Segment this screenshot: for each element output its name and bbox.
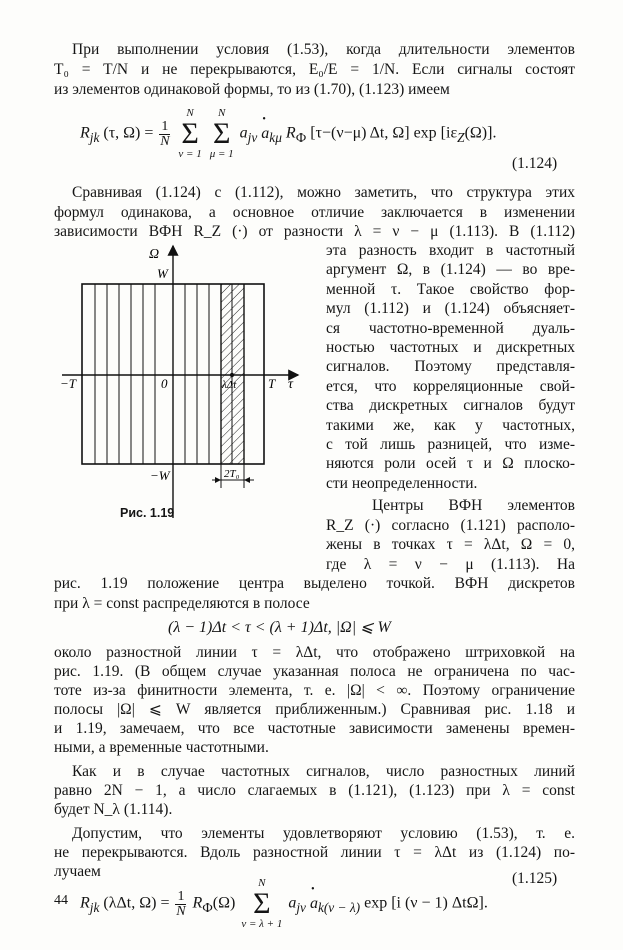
eq2-fraction — [175, 890, 186, 919]
eq1-r: R — [285, 124, 296, 142]
eq1-sum2-bot: μ = 1 — [209, 148, 234, 160]
text-line: Сравнивая (1.124) с (1.112), можно заметить, что структура этих — [72, 184, 575, 201]
eq1-sum-nu: N Σ ν = 1 — [178, 107, 202, 160]
text-line: менной τ. Такое свойство фор- — [326, 281, 575, 298]
label-tau: τ — [288, 377, 294, 392]
eq2-a: a — [288, 894, 297, 912]
eq2-r-sub: Ф — [202, 899, 213, 915]
eq1-rest-end: (Ω)]. — [464, 124, 497, 142]
equation-band: (λ − 1)Δt < τ < (λ + 1)Δt, |Ω| ⩽ W — [168, 619, 391, 636]
eq1-fraction — [159, 120, 170, 149]
eq2-lhs-args: (λΔt, Ω) = — [103, 894, 170, 912]
eq1-a: a — [239, 124, 248, 142]
eq2-lhs-sub: jk — [89, 899, 100, 915]
eq2-lhs: R — [80, 894, 90, 912]
text-line: и 1.19, замечаем, что все частотные зависимости заменены времен- — [54, 720, 575, 737]
text-line: с той лишь разницей, что изме- — [326, 436, 575, 453]
equation-1-125 — [80, 878, 488, 930]
text-line: сигналов. Поэтому представля- — [326, 358, 575, 375]
text-line: лучаем — [54, 863, 101, 880]
text-line: такими же, как у частотных, — [326, 417, 575, 434]
equation-number: (1.124) — [512, 155, 558, 172]
equation-number: (1.125) — [512, 870, 558, 887]
label-lambda-dt: λΔt — [222, 379, 237, 391]
label-w-top: W — [157, 266, 168, 281]
eq1-sum1-bot: ν = 1 — [178, 148, 202, 160]
text-line: Центры ВФН элементов — [372, 497, 575, 514]
eq1-eps-sub: Z — [457, 129, 465, 145]
eq2-a-dot: • a — [310, 895, 318, 913]
label-zero: 0 — [161, 376, 168, 391]
text-line: Как и в случае частотных сигналов, число разностных линий — [72, 763, 575, 780]
text-line: ства дискретных сигналов будут — [326, 397, 575, 414]
label-neg-w: −W — [150, 468, 170, 483]
eq1-lhs: R — [80, 124, 90, 142]
center-dot — [230, 373, 234, 377]
difference-lines — [95, 284, 244, 464]
text-line: Допустим, что элементы удовлетворяют условию (1.53), т. е. — [72, 825, 575, 842]
text-line: будет N_λ (1.114). — [54, 801, 173, 818]
eq1-frac-num: 1 — [161, 118, 169, 134]
eq1-lhs-sub: jk — [89, 129, 100, 145]
text-line: аргумент Ω, в (1.124) — во вре- — [326, 261, 575, 278]
eq1-a-sub: jν — [247, 129, 258, 145]
text-line: при λ = const распределяются в полосе — [54, 595, 310, 612]
text-line: где λ = ν − μ (1.113). На — [326, 556, 575, 573]
page-number: 44 — [54, 893, 68, 908]
text-line: ными, а временные частотными. — [54, 739, 269, 756]
eq2-r-args: (Ω) — [212, 894, 236, 912]
eq1-sum-mu: N Σ μ = 1 — [209, 107, 234, 160]
eq1-rest: [τ−(ν−μ) Δt, Ω] exp [iε — [310, 124, 458, 142]
dimension-arrow-left — [215, 477, 221, 483]
text-line: R_Z (·) согласно (1.121) располо- — [326, 517, 575, 534]
eq2-r: R — [192, 894, 203, 912]
eq2-sum-bot: ν = λ + 1 — [241, 918, 283, 930]
text-line: няются роли осей τ и Ω плоско- — [326, 455, 575, 472]
eq1-a2-sub: kμ — [269, 129, 282, 145]
eq2-rest: exp [i (ν − 1) ΔtΩ]. — [364, 894, 488, 912]
dimension-arrow-right — [244, 477, 250, 483]
text-line: из элементов одинаковой формы, то из (1.70), (1.123) имеем — [54, 81, 450, 98]
figure-caption: Рис. 1.19 — [120, 506, 175, 520]
label-2t0: 2T₀ — [224, 468, 240, 480]
figure-1-19 — [54, 240, 330, 540]
text-line: равно 2N − 1, а число слагаемых в (1.121), (1.123) при λ = const — [54, 782, 575, 799]
eq2-sum: N Σ ν = λ + 1 — [241, 877, 283, 930]
eq1-a-dot: • a — [261, 125, 269, 143]
eq1-sum1-top: N — [186, 107, 194, 119]
text-line: эта разность входит в частотный — [326, 242, 575, 259]
text-line: формул одинакова, а основное отличие заключается в изменении — [54, 204, 575, 221]
text-line: рис. 1.19 положение центра выделено точкой. ВФН дискретов — [54, 575, 575, 592]
text-line: полосы |Ω| ⩽ W является приближенным.) Сравнивая рис. 1.18 и — [54, 701, 575, 718]
eq1-r-sub: Ф — [295, 129, 307, 145]
label-omega: Ω — [149, 247, 160, 262]
eq2-a-sub: jν — [296, 899, 306, 915]
equation-1-124 — [80, 108, 496, 160]
text-line: ностью частотных и дискретных — [326, 339, 575, 356]
eq2-sum-top: N — [258, 877, 266, 889]
text-line: ся частотно-временной дуаль- — [326, 320, 575, 337]
eq2-a2-sub: k(ν − λ) — [317, 899, 361, 915]
label-neg-t: −T — [60, 376, 77, 391]
eq1-lhs-args: (τ, Ω) = — [103, 124, 154, 142]
eq2-frac-den: N — [176, 903, 186, 919]
text-line: сти неопределенности. — [326, 475, 478, 492]
text-line: тоте из-за финитности элемента, т. е. |Ω| < ∞. Поэтому ограничение — [54, 682, 575, 699]
text-line: T₀ = T/N и не перекрываются, E₀/E = 1/N. Если сигналы состоят — [54, 61, 575, 78]
text-line: При выполнении условия (1.53), когда длительности элементов — [72, 41, 575, 58]
eq2-frac-num: 1 — [177, 888, 185, 904]
text-line: ется, что корреляционные свой- — [326, 378, 575, 395]
text-line: рис. 1.19. (В общем случае указанная полоса не ограничена по час- — [54, 663, 575, 680]
text-line: не перекрываются. Вдоль разностной линии τ = λΔt из (1.124) по- — [54, 844, 575, 861]
text-line: мул (1.112) и (1.124) объясняет- — [326, 300, 575, 317]
text-line: зависимости ВФН R_Z (·) от разности λ = ν − μ (1.113). В (1.112) — [54, 223, 575, 240]
text-line: около разностной линии τ = λΔt, что отображено штриховкой на — [54, 644, 575, 661]
eq1-frac-den: N — [160, 133, 170, 149]
eq1-sum2-top: N — [218, 107, 226, 119]
label-t: T — [268, 376, 276, 391]
text-line: жены в точках τ = λΔt, Ω = 0, — [326, 536, 575, 553]
